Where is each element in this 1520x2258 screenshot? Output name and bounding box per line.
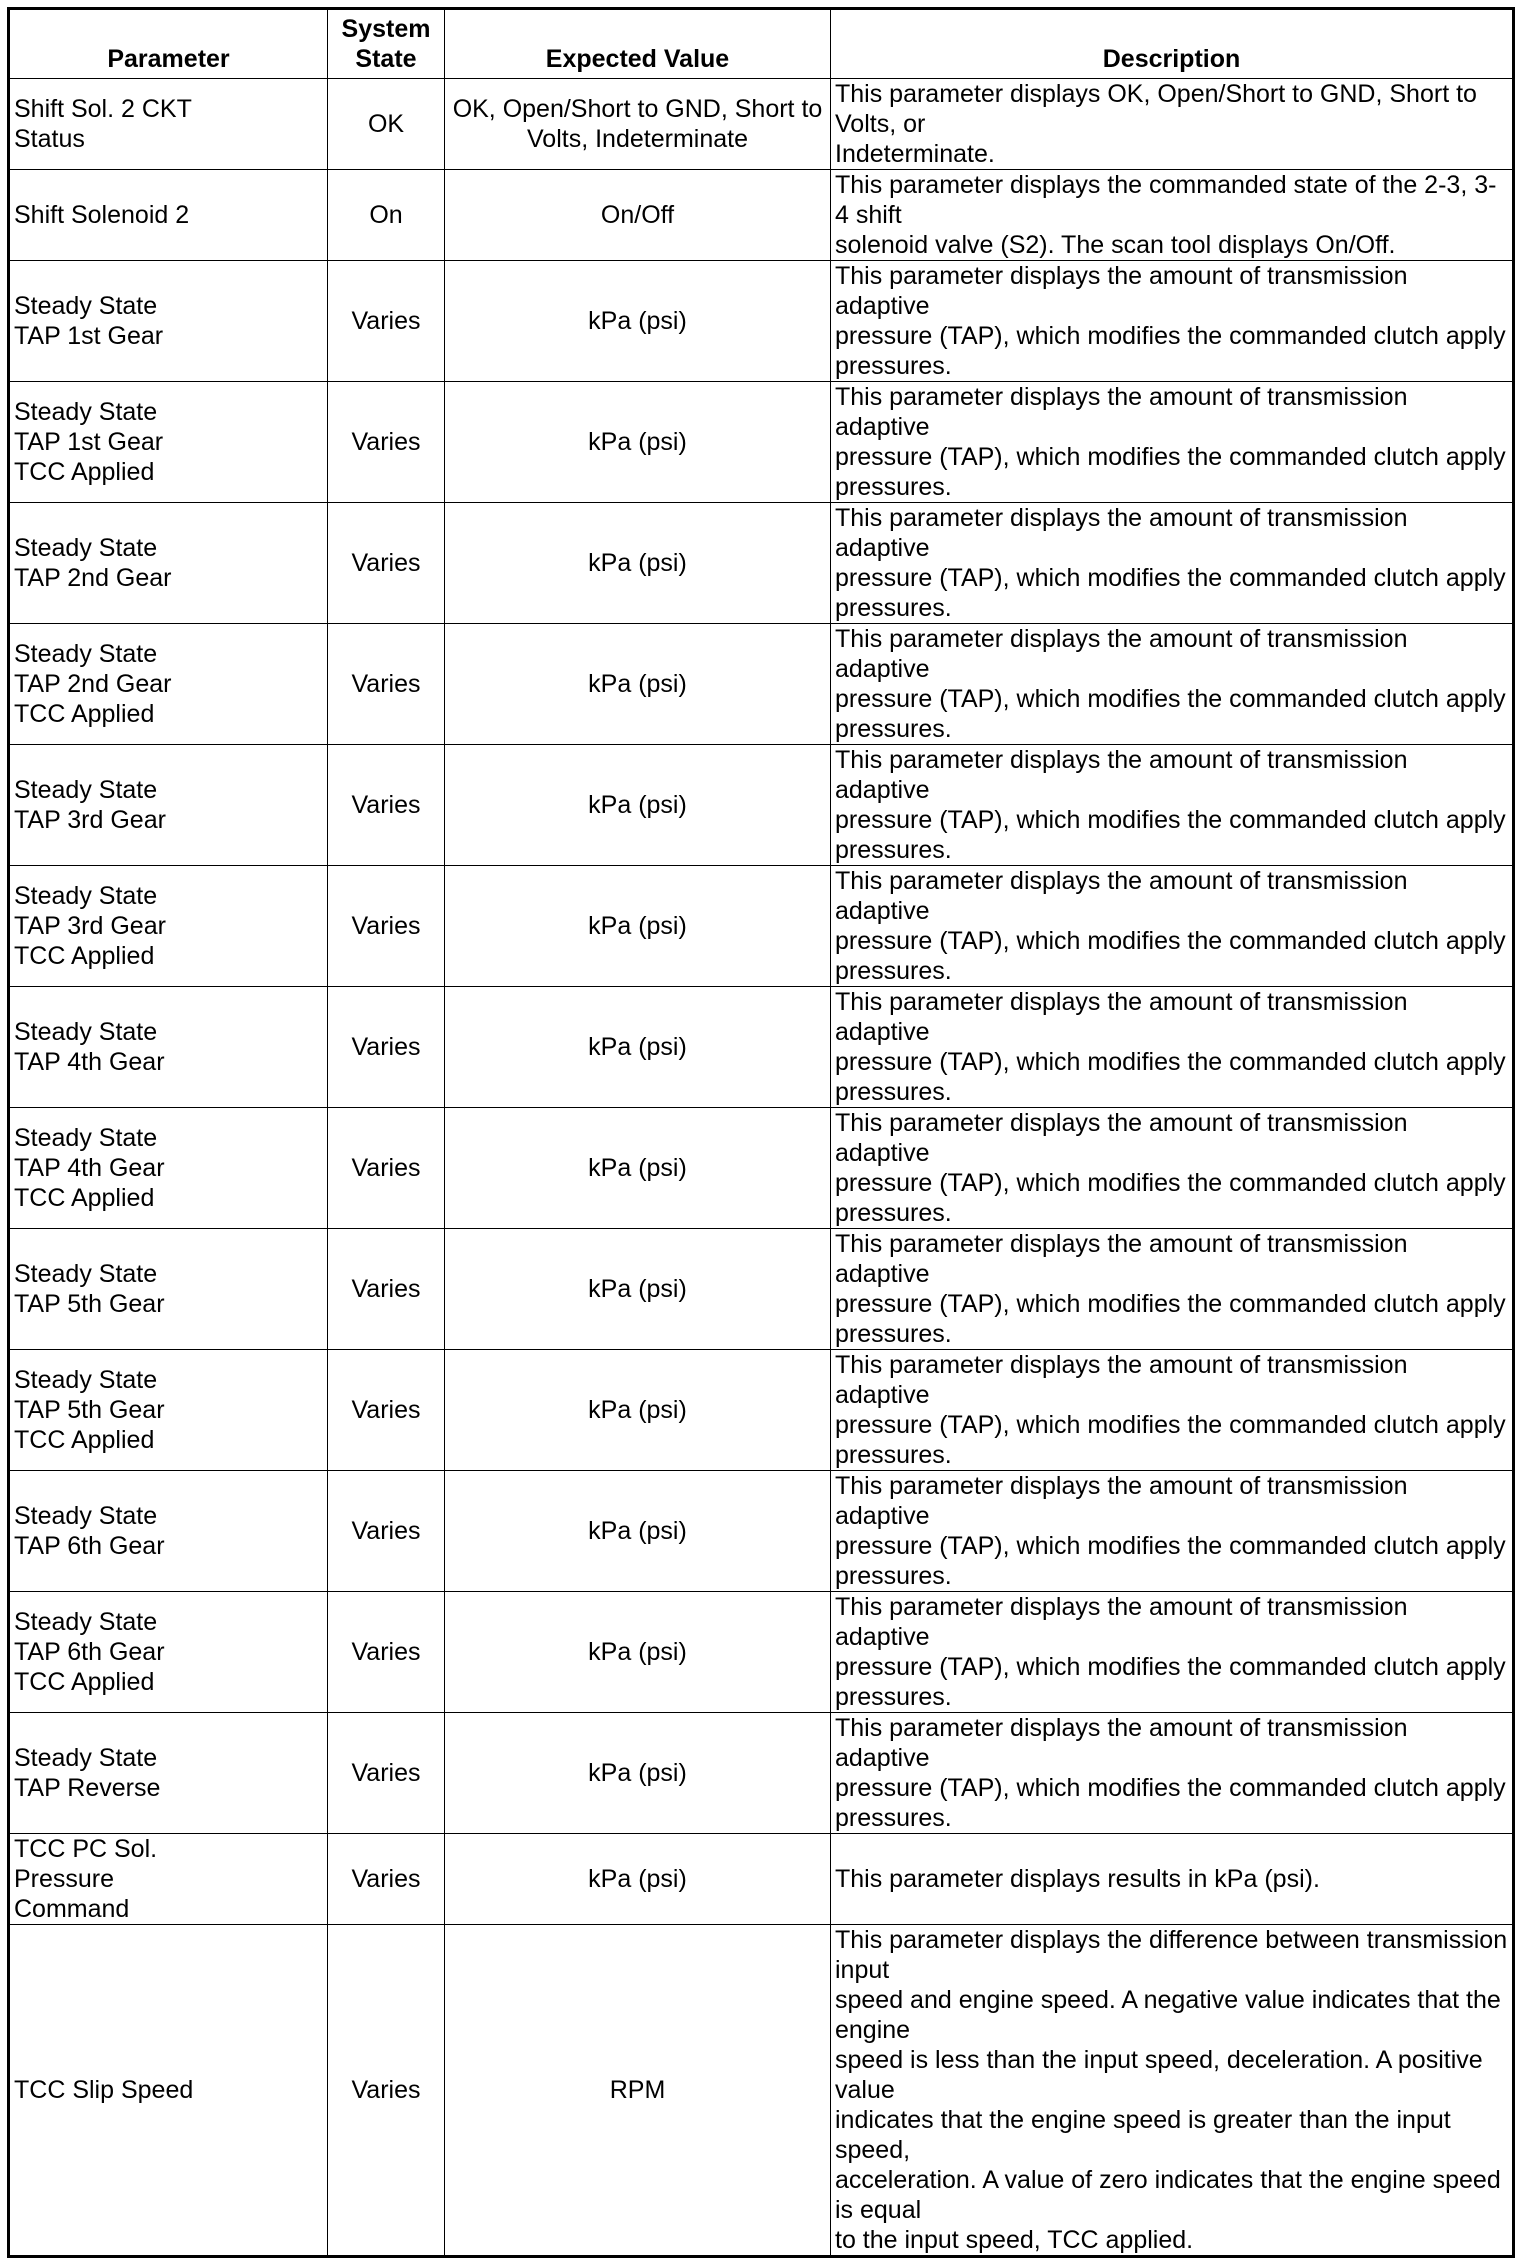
parameter-cell: Steady State TAP 2nd Gear [9,503,328,624]
parameter-cell: Steady State TAP 4th Gear [9,987,328,1108]
header-description: Description [831,9,1514,79]
table-body [9,79,1514,2257]
table-row [9,1108,1514,1229]
description-cell: This parameter displays results in kPa (psi). [831,1834,1514,1925]
description-cell: This parameter displays the difference between transmission input speed and engine speed. A negative value indicates that the engine speed is less than the input speed, deceleration. A positive value indicates that the engine speed is greater than the input speed, acceleration. A value of zero indicates that the engine speed is equal to the input speed, TCC applied. [831,1925,1514,2257]
table-row [9,987,1514,1108]
parameter-cell: Steady State TAP 6th Gear [9,1471,328,1592]
expected-value-cell: kPa (psi) [445,624,831,745]
expected-value-cell: kPa (psi) [445,1108,831,1229]
parameter-cell: Steady State TAP 3rd Gear TCC Applied [9,866,328,987]
expected-value-cell: kPa (psi) [445,1471,831,1592]
parameter-cell: Shift Sol. 2 CKT Status [9,79,328,170]
table-row [9,1925,1514,2257]
table-row [9,624,1514,745]
expected-value-cell: kPa (psi) [445,1350,831,1471]
system-state-cell: Varies [328,382,445,503]
system-state-cell: On [328,170,445,261]
table-row [9,1229,1514,1350]
table-row [9,745,1514,866]
expected-value-cell: kPa (psi) [445,261,831,382]
header-expected-value: Expected Value [445,9,831,79]
table-row [9,1713,1514,1834]
parameter-cell: Steady State TAP 1st Gear [9,261,328,382]
expected-value-cell: RPM [445,1925,831,2257]
system-state-cell: Varies [328,987,445,1108]
system-state-cell: Varies [328,1350,445,1471]
expected-value-cell: On/Off [445,170,831,261]
table-row [9,170,1514,261]
system-state-cell: Varies [328,503,445,624]
system-state-cell: OK [328,79,445,170]
parameter-cell: Steady State TAP 3rd Gear [9,745,328,866]
header-system-state: System State [328,9,445,79]
system-state-cell: Varies [328,1471,445,1592]
parameter-cell: TCC PC Sol. Pressure Command [9,1834,328,1925]
description-cell: This parameter displays the amount of transmission adaptive pressure (TAP), which modifies the commanded clutch apply pressures. [831,745,1514,866]
system-state-cell: Varies [328,1713,445,1834]
expected-value-cell: kPa (psi) [445,1713,831,1834]
description-cell: This parameter displays the amount of transmission adaptive pressure (TAP), which modifies the commanded clutch apply pressures. [831,624,1514,745]
parameter-cell: TCC Slip Speed [9,1925,328,2257]
header-parameter: Parameter [9,9,328,79]
expected-value-cell: kPa (psi) [445,1592,831,1713]
description-cell: This parameter displays the amount of transmission adaptive pressure (TAP), which modifies the commanded clutch apply pressures. [831,1229,1514,1350]
description-cell: This parameter displays the commanded state of the 2-3, 3-4 shift solenoid valve (S2). The scan tool displays On/Off. [831,170,1514,261]
system-state-cell: Varies [328,1834,445,1925]
parameter-cell: Steady State TAP 6th Gear TCC Applied [9,1592,328,1713]
parameter-cell: Steady State TAP 1st Gear TCC Applied [9,382,328,503]
header-row [9,9,1514,79]
description-cell: This parameter displays the amount of transmission adaptive pressure (TAP), which modifies the commanded clutch apply pressures. [831,1350,1514,1471]
expected-value-cell: kPa (psi) [445,1229,831,1350]
table-row [9,866,1514,987]
parameter-table [7,7,1515,2258]
parameter-cell: Steady State TAP Reverse [9,1713,328,1834]
description-cell: This parameter displays the amount of transmission adaptive pressure (TAP), which modifies the commanded clutch apply pressures. [831,1592,1514,1713]
description-cell: This parameter displays the amount of transmission adaptive pressure (TAP), which modifies the commanded clutch apply pressures. [831,261,1514,382]
system-state-cell: Varies [328,745,445,866]
system-state-cell: Varies [328,1592,445,1713]
table-row [9,79,1514,170]
table-row [9,1834,1514,1925]
expected-value-cell: kPa (psi) [445,745,831,866]
parameter-cell: Steady State TAP 5th Gear [9,1229,328,1350]
description-cell: This parameter displays the amount of transmission adaptive pressure (TAP), which modifies the commanded clutch apply pressures. [831,382,1514,503]
system-state-cell: Varies [328,624,445,745]
description-cell: This parameter displays the amount of transmission adaptive pressure (TAP), which modifies the commanded clutch apply pressures. [831,866,1514,987]
expected-value-cell: kPa (psi) [445,503,831,624]
system-state-cell: Varies [328,1108,445,1229]
table-row [9,503,1514,624]
table-row [9,1471,1514,1592]
system-state-cell: Varies [328,1925,445,2257]
table-row [9,261,1514,382]
parameter-cell: Shift Solenoid 2 [9,170,328,261]
description-cell: This parameter displays the amount of transmission adaptive pressure (TAP), which modifies the commanded clutch apply pressures. [831,503,1514,624]
description-cell: This parameter displays OK, Open/Short to GND, Short to Volts, or Indeterminate. [831,79,1514,170]
description-cell: This parameter displays the amount of transmission adaptive pressure (TAP), which modifies the commanded clutch apply pressures. [831,1108,1514,1229]
description-cell: This parameter displays the amount of transmission adaptive pressure (TAP), which modifies the commanded clutch apply pressures. [831,987,1514,1108]
table-row [9,1592,1514,1713]
parameter-cell: Steady State TAP 4th Gear TCC Applied [9,1108,328,1229]
parameter-cell: Steady State TAP 2nd Gear TCC Applied [9,624,328,745]
system-state-cell: Varies [328,866,445,987]
description-cell: This parameter displays the amount of transmission adaptive pressure (TAP), which modifies the commanded clutch apply pressures. [831,1713,1514,1834]
system-state-cell: Varies [328,261,445,382]
table-row [9,1350,1514,1471]
table-row [9,382,1514,503]
parameter-cell: Steady State TAP 5th Gear TCC Applied [9,1350,328,1471]
system-state-cell: Varies [328,1229,445,1350]
description-cell: This parameter displays the amount of transmission adaptive pressure (TAP), which modifies the commanded clutch apply pressures. [831,1471,1514,1592]
expected-value-cell: OK, Open/Short to GND, Short to Volts, Indeterminate [445,79,831,170]
expected-value-cell: kPa (psi) [445,1834,831,1925]
expected-value-cell: kPa (psi) [445,866,831,987]
expected-value-cell: kPa (psi) [445,382,831,503]
expected-value-cell: kPa (psi) [445,987,831,1108]
